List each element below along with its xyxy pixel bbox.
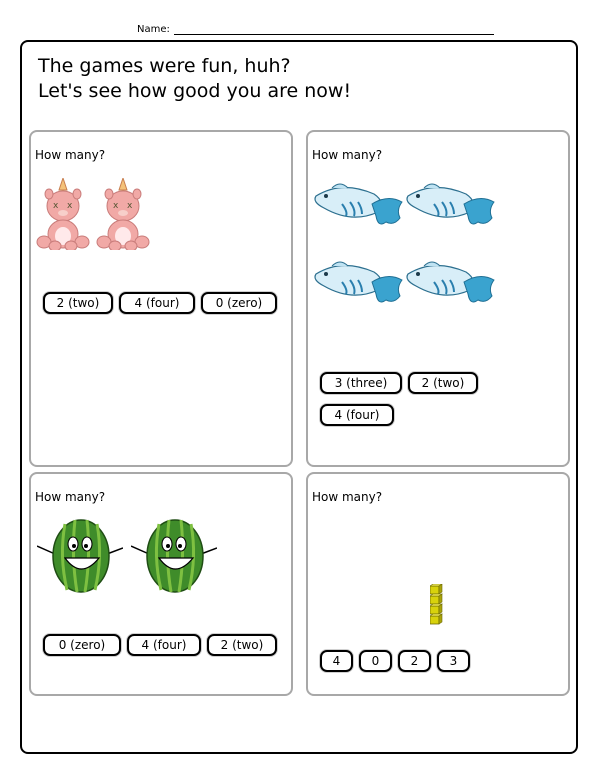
answer-option[interactable]: 4 (four) (320, 404, 394, 426)
question-panel-3 (29, 472, 293, 696)
answer-option[interactable]: 3 (437, 650, 470, 672)
fish-icon (404, 256, 496, 320)
heading-line-2: Let's see how good you are now! (38, 80, 352, 102)
fish-icon (312, 256, 404, 320)
question-panel-4 (306, 472, 570, 696)
answer-option[interactable]: 0 (359, 650, 392, 672)
question-prompt: How many? (35, 490, 106, 504)
question-prompt: How many? (312, 148, 383, 162)
fish-icon (312, 178, 404, 242)
fish-icon (404, 178, 496, 242)
answer-option[interactable]: 2 (two) (408, 372, 478, 394)
question-panel-2 (306, 130, 570, 467)
name-row (0, 22, 600, 42)
answer-option[interactable]: 4 (four) (119, 292, 195, 314)
question-panel-1 (29, 130, 293, 467)
unicorn-plush-icon (35, 178, 91, 250)
name-label: Name: (137, 24, 170, 35)
heading-line-1: The games were fun, huh? (38, 55, 291, 77)
worksheet-heading (38, 54, 351, 104)
answer-option[interactable]: 3 (three) (320, 372, 402, 394)
cube-stack-icon (430, 584, 444, 628)
answer-option[interactable]: 0 (zero) (201, 292, 277, 314)
answer-option[interactable]: 2 (two) (207, 634, 277, 656)
answer-option[interactable]: 2 (two) (43, 292, 113, 314)
answer-option[interactable]: 4 (four) (127, 634, 201, 656)
answer-option[interactable]: 2 (398, 650, 431, 672)
answer-option[interactable]: 4 (320, 650, 353, 672)
unicorn-plush-icon (95, 178, 151, 250)
watermelon-icon (37, 516, 123, 596)
question-prompt: How many? (312, 490, 383, 504)
name-input-line[interactable] (174, 34, 494, 35)
watermelon-icon (131, 516, 217, 596)
question-prompt: How many? (35, 148, 106, 162)
answer-option[interactable]: 0 (zero) (43, 634, 121, 656)
